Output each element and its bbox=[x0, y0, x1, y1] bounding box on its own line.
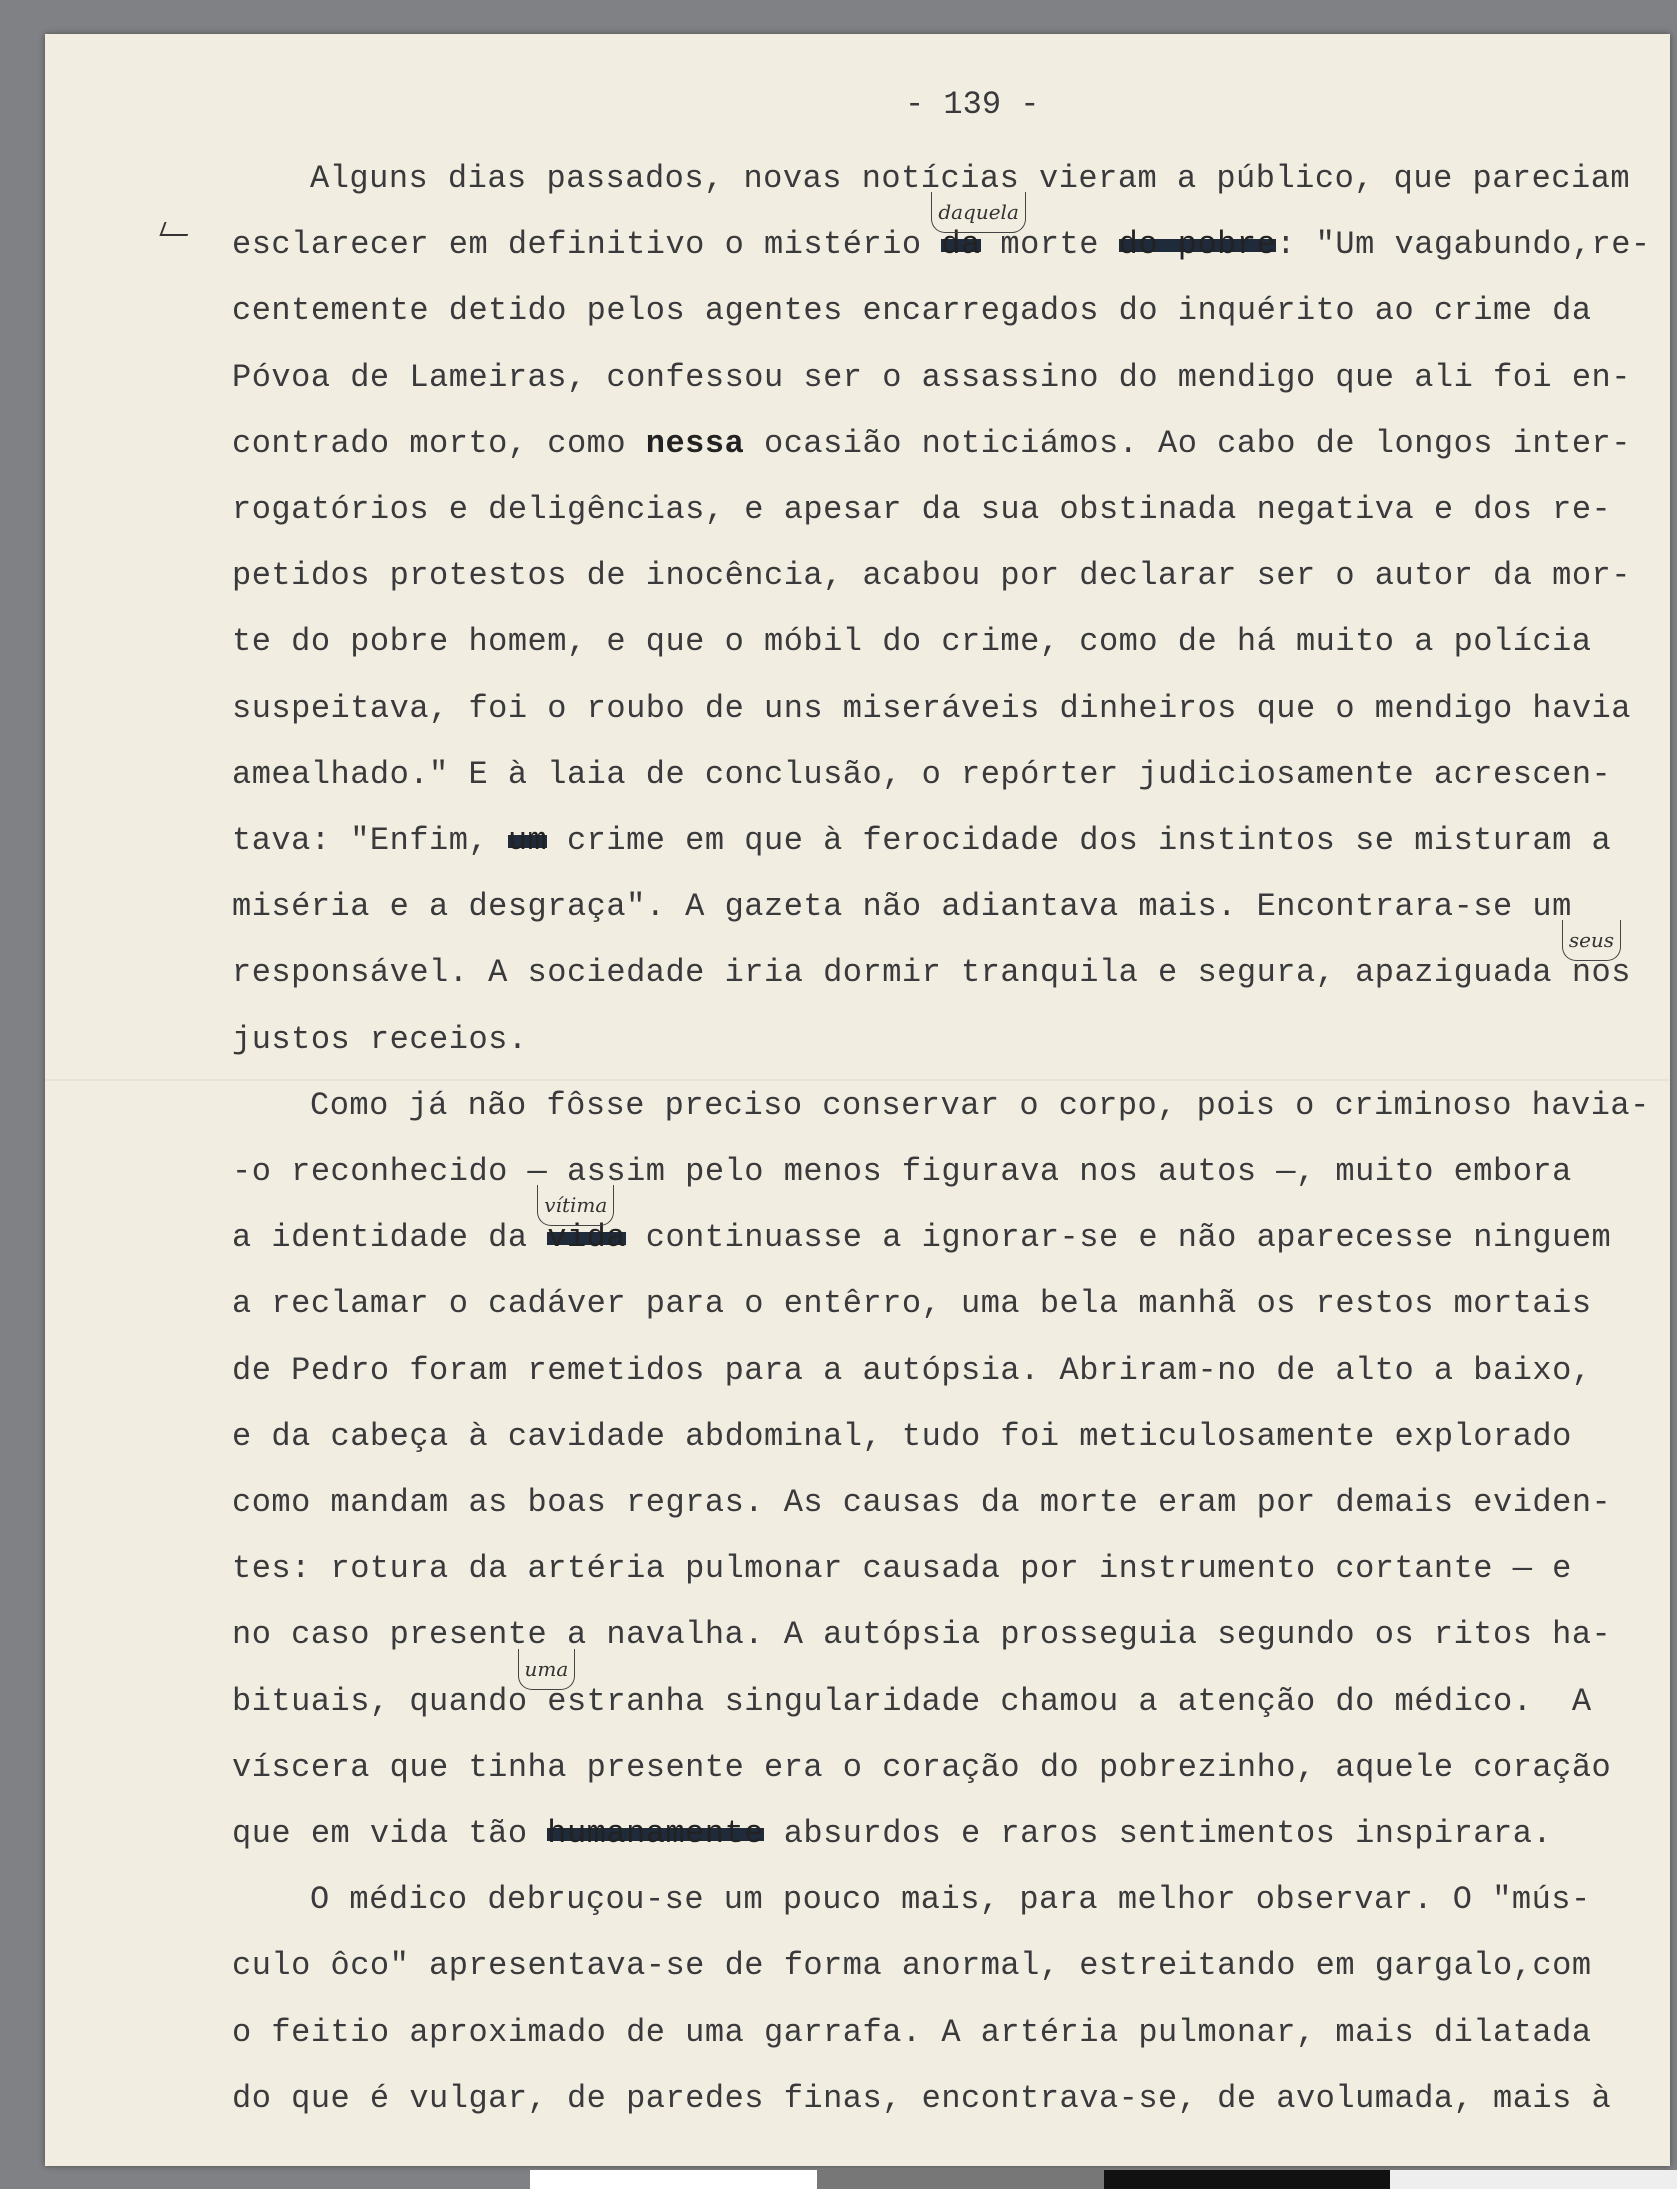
text-line bbox=[232, 1656, 1592, 1722]
text-segment: esclarecer em definitivo o mistério bbox=[232, 226, 942, 264]
text-line bbox=[232, 1814, 1552, 1854]
struck-text: um bbox=[507, 822, 548, 859]
text-segment: que em vida tão bbox=[232, 1815, 548, 1852]
text-segment: : "Um vagabundo,re- bbox=[1276, 226, 1651, 264]
text-line bbox=[232, 622, 1592, 662]
text-line bbox=[232, 689, 1631, 729]
text-segment: como mandam as boas regras. As causas da morte eram por demais eviden- bbox=[232, 1484, 1612, 1521]
text-segment: Como já não fôsse preciso conservar o corpo, pois o criminoso havia- bbox=[310, 1086, 1650, 1124]
text-line bbox=[232, 1748, 1611, 1788]
struck-text: humanamente bbox=[547, 1815, 764, 1852]
text-segment: culo ôco" apresentava-se de forma anormal, estreitando em gargalo,com bbox=[232, 1947, 1592, 1985]
struck-text: da daquela bbox=[941, 226, 980, 263]
text-segment: miséria e a desgraça". A gazeta não adiantava mais. Encontrara-se um bbox=[232, 888, 1572, 926]
text-segment: continuasse a ignorar-se e não aparecesse ninguem bbox=[626, 1219, 1612, 1257]
text-line bbox=[310, 1880, 1591, 1920]
text-segment: suspeitava, foi o roubo de uns miseráveis dinheiros que o mendigo havia bbox=[232, 689, 1631, 727]
calibration-strip bbox=[530, 2170, 1677, 2189]
text-line bbox=[232, 424, 1631, 464]
text-line bbox=[232, 1549, 1572, 1589]
handwritten-insertion: uma bbox=[518, 1649, 576, 1690]
text-segment: crime em que à ferocidade dos instintos se misturam a bbox=[547, 822, 1612, 859]
struck-text: do pobre bbox=[1118, 226, 1277, 264]
text-line bbox=[232, 1020, 528, 1060]
text-segment: do que é vulgar, de paredes finas, encontrava-se, de avolumada, mais à bbox=[232, 2079, 1612, 2117]
text-line bbox=[232, 1946, 1592, 1986]
text-segment: O médico debruçou-se um pouco mais, para melhor observar. O "mús- bbox=[310, 1881, 1591, 1919]
text-line bbox=[232, 755, 1611, 795]
text-segment: Alguns dias passados, novas notícias vieram a público, que pareciam bbox=[310, 160, 1631, 197]
handwritten-insertion: vítima bbox=[537, 1185, 614, 1226]
text-line bbox=[232, 1615, 1611, 1655]
text-segment: rogatórios e deligências, e apesar da sua obstinada negativa e dos re- bbox=[232, 491, 1612, 528]
text-segment: tava: "Enfim, bbox=[232, 822, 508, 859]
text-line bbox=[310, 1086, 1650, 1126]
text-segment: morte bbox=[980, 226, 1119, 264]
text-line bbox=[232, 887, 1572, 927]
text-segment: ocasião noticiámos. Ao cabo de longos inter- bbox=[744, 424, 1631, 462]
text-segment: centemente detido pelos agentes encarregados do inquérito ao crime da bbox=[232, 292, 1592, 330]
handwritten-insertion: daquela bbox=[931, 192, 1026, 233]
handwritten-insertion: seus bbox=[1562, 920, 1621, 961]
text-segment: responsável. A sociedade iria dormir tranquila e segura, apaziguada bbox=[232, 954, 1572, 992]
text-line bbox=[232, 1284, 1592, 1324]
text-line bbox=[232, 1417, 1572, 1457]
text-line bbox=[232, 358, 1631, 398]
text-line bbox=[232, 1152, 1572, 1192]
text-segment: justos receios. bbox=[232, 1020, 528, 1058]
typewritten-page bbox=[45, 34, 1670, 2166]
text-line bbox=[232, 821, 1611, 861]
text-segment: tes: rotura da artéria pulmonar causada por instrumento cortante — e bbox=[232, 1550, 1572, 1588]
text-segment: nos seus bbox=[1572, 954, 1631, 991]
text-segment: absurdos e raros sentimentos inspirara. bbox=[763, 1815, 1553, 1852]
text-line bbox=[232, 1483, 1611, 1523]
text-segment: e da cabeça à cavidade abdominal, tudo foi meticulosamente explorado bbox=[232, 1417, 1572, 1455]
text-segment: o feitio aproximado de uma garrafa. A artéria pulmonar, mais dilatada bbox=[232, 2013, 1592, 2051]
text-segment: amealhado." E à laia de conclusão, o repórter judiciosamente acrescen- bbox=[232, 755, 1612, 793]
text-segment: te do pobre homem, e que o móbil do crime, como de há muito a polícia bbox=[232, 623, 1592, 661]
text-segment: Póvoa de Lameiras, confessou ser o assassino do mendigo que ali foi en- bbox=[232, 358, 1631, 396]
text-segment bbox=[524, 1656, 569, 1720]
text-segment: petidos protestos de inocência, acabou por declarar ser o autor da mor- bbox=[232, 557, 1631, 595]
text-segment: bituais, quando bbox=[232, 1682, 528, 1720]
text-segment: contrado morto, como bbox=[232, 424, 646, 462]
text-segment: de Pedro foram remetidos para a autópsia. Abriram-no de alto a baixo, bbox=[232, 1351, 1592, 1389]
text-line bbox=[232, 490, 1611, 530]
text-line bbox=[232, 1193, 1612, 1258]
text-segment: a identidade da bbox=[232, 1219, 548, 1257]
margin-check-mark-icon bbox=[159, 222, 192, 236]
text-line bbox=[232, 1351, 1592, 1391]
text-segment: víscera que tinha presente era o coração do pobrezinho, aquele coração bbox=[232, 1748, 1612, 1786]
text-line bbox=[232, 928, 1631, 993]
page-number: - 139 - bbox=[905, 86, 1040, 123]
text-line bbox=[232, 200, 1651, 265]
bold-text: nessa bbox=[645, 424, 745, 462]
paper-fold bbox=[45, 1079, 1670, 1081]
text-line bbox=[232, 291, 1592, 331]
text-segment: a reclamar o cadáver para o entêrro, uma bela manhã os restos mortais bbox=[232, 1285, 1592, 1323]
text-segment: estranha singularidade chamou a atenção do médico. A bbox=[547, 1682, 1592, 1720]
text-segment: -o reconhecido — assim pelo menos figurava nos autos —, muito embora bbox=[232, 1153, 1572, 1190]
text-line bbox=[232, 2013, 1592, 2053]
struck-text: vida vítima bbox=[547, 1219, 626, 1256]
text-line bbox=[232, 2079, 1611, 2119]
text-line bbox=[232, 556, 1631, 596]
text-segment: no caso presente a navalha. A autópsia prosseguia segundo os ritos ha- bbox=[232, 1616, 1612, 1654]
